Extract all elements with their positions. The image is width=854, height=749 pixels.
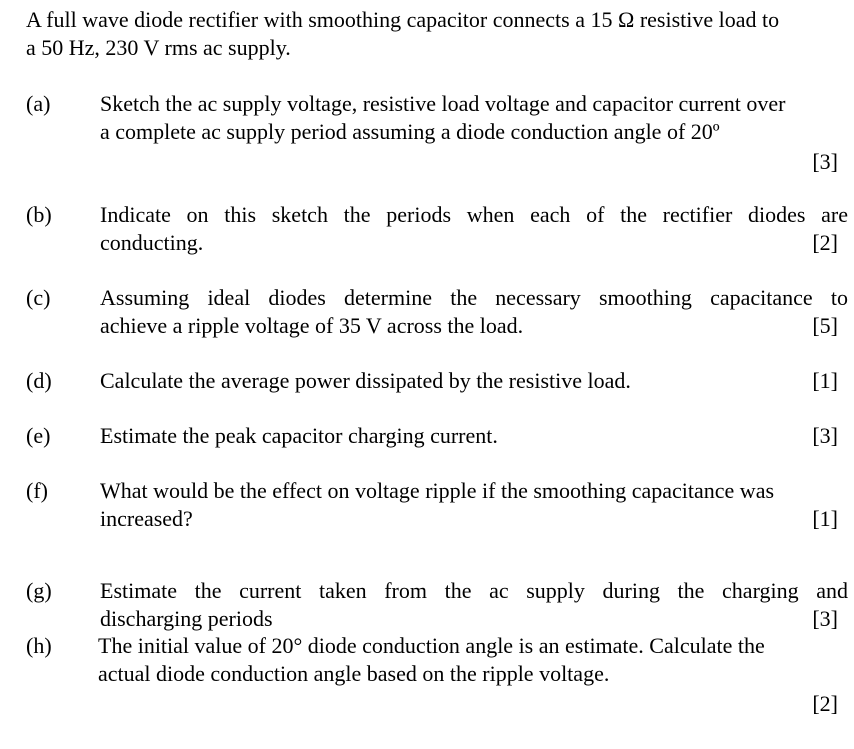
question-label: (h)	[26, 633, 52, 658]
question-text-line: increased?	[100, 506, 193, 531]
marks-label: [5]	[812, 313, 838, 338]
question-text-line: Indicate on this sketch the periods when each of the rectifier diodes are	[100, 202, 848, 227]
question-label: (d)	[26, 368, 52, 393]
problem-intro	[26, 6, 848, 62]
question-label: (b)	[26, 202, 52, 227]
question-text-line: conducting.	[100, 230, 204, 255]
question-text-line: discharging periods	[100, 606, 273, 631]
marks-label: [2]	[812, 230, 838, 255]
intro-line-2: a 50 Hz, 230 V rms ac supply.	[26, 35, 291, 60]
intro-line-1: A full wave diode rectifier with smoothing capacitor connects a 15 Ω resistive load to	[26, 7, 780, 32]
question-text-line: a complete ac supply period assuming a diode conduction angle of 20º	[100, 119, 720, 144]
question-label: (e)	[26, 423, 51, 448]
question-text-line: What would be the effect on voltage ripple if the smoothing capacitance was	[100, 478, 775, 503]
marks-label: [1]	[812, 506, 838, 531]
marks-label: [1]	[812, 368, 838, 393]
question-label: (g)	[26, 578, 52, 603]
question-text-line: achieve a ripple voltage of 35 V across the load.	[100, 313, 524, 338]
question-text-line: Estimate the current taken from the ac supply during the charging and	[100, 578, 848, 603]
marks-label: [3]	[812, 149, 838, 174]
question-label: (c)	[26, 285, 51, 310]
marks-label: [2]	[812, 691, 838, 716]
question-text-line: Assuming ideal diodes determine the necessary smoothing capacitance to	[100, 285, 848, 310]
question-text-line: Sketch the ac supply voltage, resistive load voltage and capacitor current over	[100, 91, 786, 116]
question-text-line: Estimate the peak capacitor charging current.	[100, 423, 498, 448]
question-text-line: Calculate the average power dissipated by the resistive load.	[100, 368, 631, 393]
question-text-line: The initial value of 20° diode conduction angle is an estimate. Calculate the	[98, 633, 765, 658]
question-label: (f)	[26, 478, 48, 503]
question-label: (a)	[26, 91, 51, 116]
question-text-line: actual diode conduction angle based on the ripple voltage.	[98, 661, 610, 686]
marks-label: [3]	[812, 423, 838, 448]
marks-label: [3]	[812, 606, 838, 631]
